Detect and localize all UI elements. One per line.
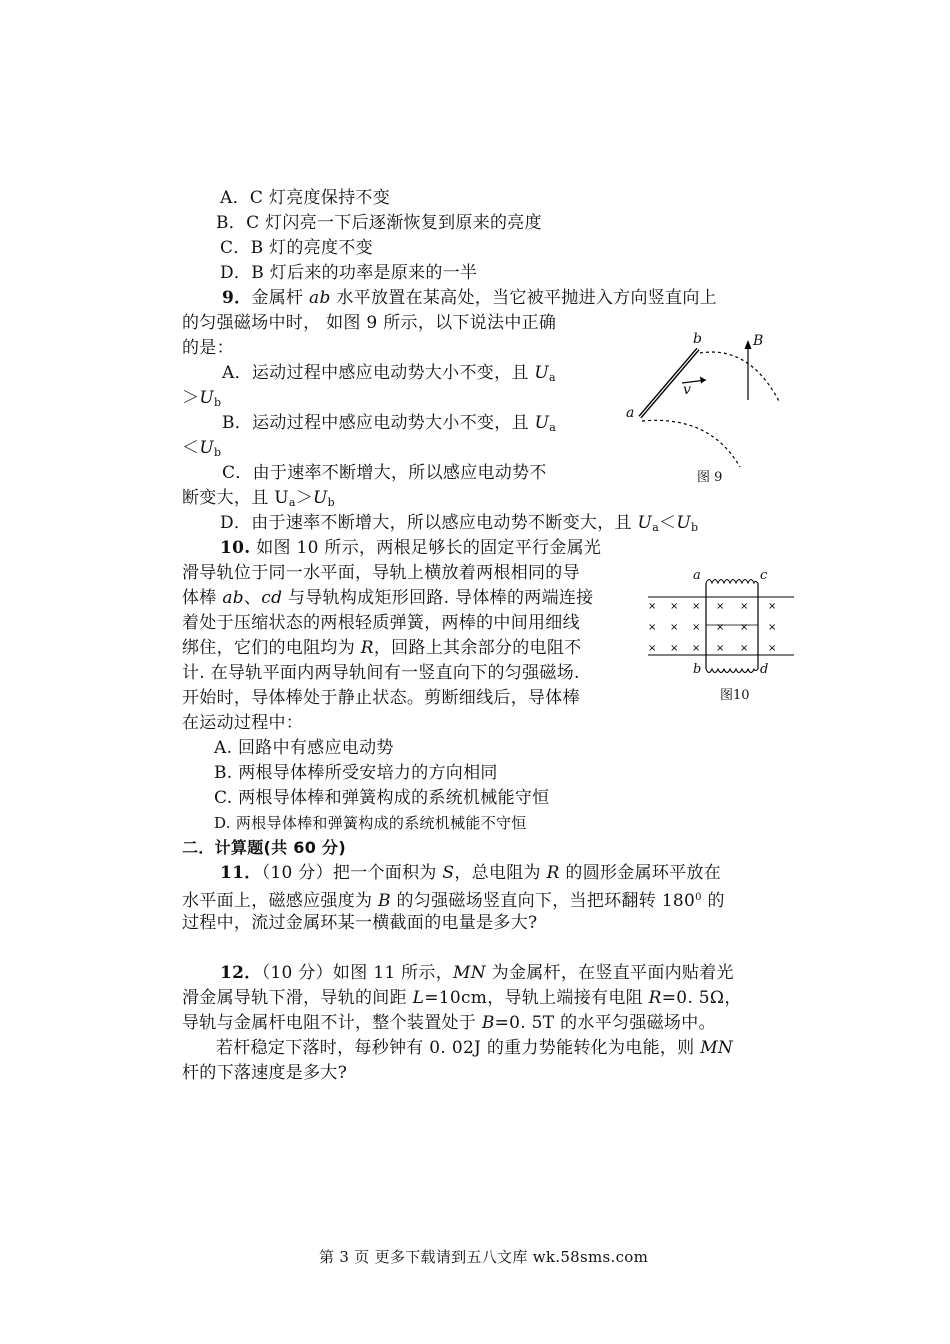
svg-text:×: × — [740, 622, 749, 633]
fig10-field-crosses — [648, 601, 776, 654]
fig9-field-arrowhead — [745, 340, 752, 349]
sub-a: a — [549, 371, 556, 384]
sub-b: b — [691, 521, 699, 534]
superscript-degree: 0 — [695, 892, 702, 903]
q12-line2 — [182, 987, 742, 1009]
svg-text:×: × — [740, 601, 749, 612]
q8-option-d: D．B 灯后来的功率是原来的一半 — [220, 263, 478, 283]
fig9-velocity-arrowhead — [700, 377, 706, 384]
q12-text: =10cm，导轨上端接有电阻 — [424, 988, 649, 1008]
figure-10 — [644, 565, 799, 685]
q10-text: 与导轨构成矩形回路. 导体棒的两端连接 — [282, 588, 594, 608]
var-B: B — [378, 891, 391, 911]
q12-line5: 杆的下落速度是多大? — [182, 1063, 348, 1083]
q9-option-c: C．由于速率不断增大，所以感应电动势不 — [222, 463, 547, 483]
q9-option-d — [220, 512, 698, 539]
svg-text:×: × — [648, 601, 657, 612]
fig9-label-b: b — [693, 331, 702, 347]
svg-text:×: × — [692, 622, 701, 633]
fig10-spring-bottom — [706, 669, 758, 673]
svg-text:×: × — [768, 643, 777, 654]
q10-line8: 在运动过程中： — [182, 713, 304, 733]
symbol-lt: ＜ — [182, 438, 200, 458]
sub-a: a — [549, 421, 557, 434]
var-S: S — [442, 863, 455, 883]
var-MN: MN — [700, 1038, 734, 1058]
q10-option-d: D. 两根导体棒和弹簧构成的系统机械能不守恒 — [214, 814, 527, 832]
q9-stem-line2: 的匀强磁场中时， 如图 9 所示，以下说法中正确 — [182, 313, 557, 333]
var-L: L — [412, 988, 425, 1008]
q11-number: 11． — [220, 863, 262, 883]
q11-text: 的 — [701, 891, 725, 911]
q12-text: （10 分）如图 11 所示， — [261, 963, 454, 983]
symbol-gt: ＞ — [295, 488, 314, 508]
q9-option-a-cont — [182, 387, 221, 414]
var-U: U — [313, 488, 328, 508]
q11-text: 水平面上，磁感应强度为 — [182, 891, 379, 911]
page-footer: 第 3 页 更多下载请到五八文库 wk.58sms.com — [319, 1248, 649, 1266]
var-R: R — [648, 988, 662, 1008]
q9-stem-line1 — [222, 287, 717, 309]
q12-line3 — [182, 1012, 716, 1034]
q12-text: =0. 5Ω， — [661, 988, 742, 1008]
fig10-spring-top — [706, 580, 758, 584]
svg-text:×: × — [692, 643, 701, 654]
var-U: U — [274, 488, 289, 508]
svg-text:×: × — [648, 622, 657, 633]
q8-option-c: C．B 灯的亮度不变 — [220, 238, 373, 258]
q10-option-a: A. 回路中有感应电动势 — [214, 738, 394, 758]
var-U: U — [534, 413, 550, 433]
q11-text: ，总电阻为 — [454, 863, 547, 883]
q11-text: （10 分）把一个面积为 — [261, 863, 443, 883]
q10-option-c: C. 两根导体棒和弹簧构成的系统机械能守恒 — [214, 788, 550, 808]
fig9-trajectory-upper — [700, 352, 780, 403]
fig9-trajectory-lower — [642, 420, 740, 467]
svg-text:×: × — [716, 622, 725, 633]
q12-text: 若杆稳定下落时，每秒钟有 0. 02J 的重力势能转化为电能，则 — [216, 1038, 701, 1058]
svg-text:×: × — [768, 622, 777, 633]
q10-text: 、 — [243, 588, 262, 608]
q9-option-b-text: B．运动过程中感应电动势大小不变，且 — [222, 413, 535, 433]
sub-a: a — [288, 496, 296, 509]
fig10-caption: 图10 — [720, 688, 750, 703]
q12-line4 — [216, 1037, 733, 1059]
section-title: 二．计算题(共 60 分) — [182, 838, 346, 857]
q12-line1 — [220, 962, 734, 984]
q11-line1 — [220, 862, 721, 884]
svg-text:×: × — [716, 643, 725, 654]
q9-stem-line3: 的是： — [182, 338, 234, 358]
q10-line5 — [182, 637, 581, 659]
fig9-label-B: B — [753, 333, 764, 349]
q9-var-ab: ab — [309, 288, 331, 308]
svg-text:×: × — [670, 643, 679, 654]
symbol-lt: ＜ — [659, 513, 677, 533]
q11-line3: 过程中，流过金属环某一横截面的电量是多大? — [182, 913, 538, 933]
var-R: R — [546, 863, 560, 883]
q10-option-b: B. 两根导体棒所受安培力的方向相同 — [214, 763, 498, 783]
q10-text: 如图 10 所示，两根足够长的固定平行金属光 — [250, 538, 602, 558]
q9-option-b — [222, 412, 556, 439]
var-ab: ab — [222, 588, 244, 608]
var-U: U — [637, 513, 653, 533]
svg-text:×: × — [740, 643, 749, 654]
sub-b: b — [327, 496, 336, 509]
var-MN: MN — [453, 963, 486, 983]
q9-text: 水平放置在某高处，当它被平抛进入方向竖直向上 — [330, 288, 717, 308]
q10-number: 10. — [220, 538, 251, 558]
q12-number: 12． — [220, 963, 262, 983]
svg-text:×: × — [768, 601, 777, 612]
q11-text: 的匀强磁场竖直向下，当把环翻转 180 — [390, 891, 696, 911]
q11-line2 — [182, 887, 725, 912]
fig9-label-v: v — [683, 382, 691, 398]
q12-text: 滑金属导轨下滑，导轨的间距 — [182, 988, 413, 1008]
q9-text: 金属杆 — [251, 288, 310, 308]
q9-option-b-cont — [182, 437, 221, 464]
q10-line3 — [182, 587, 593, 609]
var-U: U — [676, 513, 691, 533]
q10-line4: 着处于压缩状态的两根轻质弹簧，两棒的中间用细线 — [182, 613, 580, 633]
q9-option-d-text: D．由于速率不断增大，所以感应电动势不断变大，且 — [220, 513, 638, 533]
svg-text:×: × — [670, 622, 679, 633]
svg-text:×: × — [716, 601, 725, 612]
q10-line7: 开始时，导体棒处于静止状态。剪断细线后，导体棒 — [182, 688, 580, 708]
q9-option-a-text: A．运动过程中感应电动势大小不变，且 — [222, 363, 535, 383]
q8-option-a: A．C 灯亮度保持不变 — [220, 188, 390, 208]
q12-text: 为金属杆，在竖直平面内贴着光 — [485, 963, 734, 983]
q10-text: ，回路上其余部分的电阻不 — [373, 638, 582, 658]
var-R: R — [360, 638, 374, 658]
fig9-label-a: a — [626, 405, 635, 421]
symbol-gt: ＞ — [182, 388, 200, 408]
var-U: U — [534, 363, 550, 383]
fig10-label-c: c — [760, 568, 768, 583]
q10-line2: 滑导轨位于同一水平面，导轨上横放着两根相同的导 — [182, 563, 580, 583]
sub-a: a — [652, 521, 660, 534]
q10-text: 体棒 — [182, 588, 223, 608]
q12-text: =0. 5T 的水平匀强磁场中。 — [494, 1013, 716, 1033]
q8-option-b: B．C 灯闪亮一下后逐渐恢复到原来的亮度 — [216, 213, 542, 233]
sub-b: b — [213, 396, 222, 409]
var-B: B — [481, 1013, 495, 1033]
fig10-label-a: a — [693, 568, 701, 583]
fig10-label-b: b — [693, 662, 702, 677]
q11-text: 的圆形金属环平放在 — [559, 863, 722, 883]
svg-text:×: × — [648, 643, 657, 654]
q10-line6: 计. 在导轨平面内两导轨间有一竖直向下的匀强磁场. — [182, 663, 580, 683]
fig10-label-d: d — [760, 662, 769, 677]
q9-option-a — [222, 362, 556, 389]
q9-option-c-text: 断变大，且 — [182, 488, 275, 508]
q10-line1 — [220, 537, 601, 559]
q9-number: 9． — [222, 288, 252, 308]
sub-b: b — [213, 446, 222, 459]
q12-text: 导轨与金属杆电阻不计，整个装置处于 — [182, 1013, 482, 1033]
fig9-caption: 图 9 — [697, 470, 723, 485]
var-U: U — [199, 388, 214, 408]
var-cd: cd — [261, 588, 283, 608]
q9-option-c-cont — [182, 487, 335, 514]
q10-text: 绑住，它们的电阻均为 — [182, 638, 361, 658]
svg-text:×: × — [670, 601, 679, 612]
svg-text:×: × — [692, 601, 701, 612]
var-U: U — [199, 438, 214, 458]
